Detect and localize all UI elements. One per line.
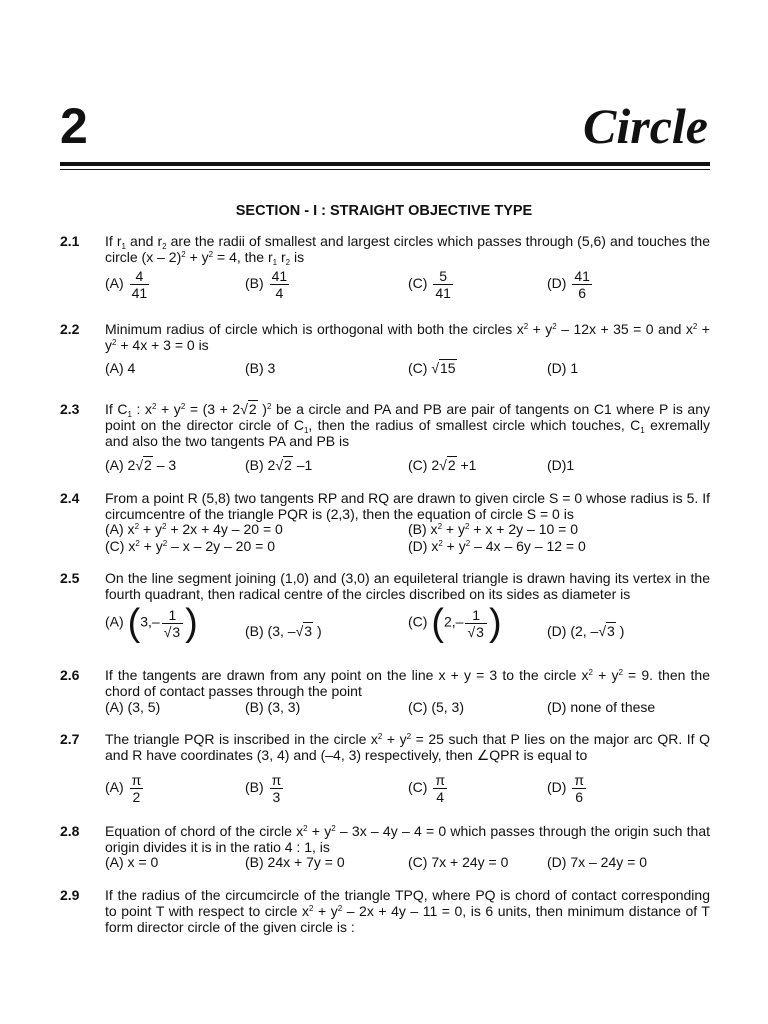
question-number-2-4: 2.4 — [60, 490, 80, 506]
option-2-6-c: (C) (5, 3) — [408, 699, 464, 715]
option-2-8-d: (D) 7x – 24y = 0 — [547, 854, 647, 870]
option-2-4-a: (A) $x^2 + y^2 + 2x + 4y - 20 = 0$ — [105, 521, 283, 537]
option-2-4-c: (C) $x^2 + y^2 - x - 2y - 20 = 0$ — [105, 538, 275, 554]
question-text-2-4: From a point R (5,8) two tangents RP and RQ are drawn to given circle S = 0 whose radius is 5. If circumcentre of the triangle PQR is (2,3), then the equation of circle S = 0 is — [105, 490, 710, 522]
question-number-2-3: 2.3 — [60, 401, 80, 417]
option-2-5-b: (B) (3, –√3 ) — [245, 623, 322, 639]
option-2-1-c: (C) $\frac{5}{41}$ — [408, 268, 451, 301]
option-2-1-d: (D) $\frac{41}{6}$ — [547, 268, 590, 301]
option-2-6-b: (B) (3, 3) — [245, 699, 301, 715]
option-2-6-d: (D) none of these — [547, 699, 656, 715]
question-text-2-9: If the radius of the circumcircle of the triangle TPQ, where PQ is chord of contact corresponding to point T with respect to circle $x^2 + y^2 - 2x + 4y - 11 = 0$, is 6 units, then minimum distance of T form director circle of the given circle is : — [105, 887, 710, 935]
option-2-3-a: (A) 2√2 – 3 — [105, 457, 177, 473]
question-text-2-8: Equation of chord of the circle $x^2 + y^2 - 3x - 4y - 4 = 0$ which passes through the origin such that origin divides it is in the ratio 4 : 1, is — [105, 823, 710, 855]
question-text-2-5: On the line segment joining (1,0) and (3,0) an equileteral triangle is drawn having its vertex in the fourth quadrant, then radical centre of the circles discribed on its sides as diameter is — [105, 570, 710, 602]
option-2-4-b: (B) $x^2 + y^2 + x + 2y - 10 = 0$ — [408, 521, 579, 537]
option-2-6-a: (A) (3, 5) — [105, 699, 161, 715]
option-2-8-c: (C) 7x + 24y = 0 — [408, 854, 509, 870]
option-2-7-c: (C) $\frac{\pi}{4}$ — [408, 772, 445, 805]
question-number-2-5: 2.5 — [60, 570, 80, 586]
option-2-2-c: (C) √15 — [408, 360, 456, 376]
option-2-3-d: (D)1 — [547, 457, 575, 473]
option-2-3-c: (C) 2√2 +1 — [408, 457, 477, 473]
option-2-7-b: (B) $\frac{\pi}{3}$ — [245, 772, 282, 805]
question-number-2-9: 2.9 — [60, 887, 80, 903]
question-number-2-2: 2.2 — [60, 321, 80, 337]
question-number-2-7: 2.7 — [60, 731, 80, 747]
option-2-5-c: (C) (2,– $\frac{1}{√3}$ ) — [408, 602, 502, 644]
option-2-8-a: (A) x = 0 — [105, 854, 159, 870]
option-2-2-a: (A) 4 — [105, 360, 136, 376]
question-text-2-7: The triangle PQR is inscribed in the circle $x^2 + y^2 = 25$ such that P lies on the major arc QR. If Q and R have coordinates (3, 4) and (–4, 3) respectively, then ∠QPR is equal to — [105, 731, 710, 763]
option-2-2-d: (D) 1 — [547, 360, 579, 376]
question-text-2-1: If $r_1$ and $r_2$ are the radii of smallest and largest circles which passes through (5,6) and touches the circle $(x - 2)^2 + y^2 = 4$, the $r_1$ $r_2$ is — [105, 233, 710, 267]
chapter-title: Circle — [583, 98, 708, 154]
chapter-number: 2 — [60, 98, 88, 154]
option-2-2-b: (B) 3 — [245, 360, 276, 376]
question-number-2-1: 2.1 — [60, 233, 80, 249]
option-2-4-d: (D) $x^2 + y^2 - 4x - 6y - 12 = 0$ — [408, 538, 586, 554]
question-text-2-2: Minimum radius of circle which is orthogonal with both the circles $x^2 + y^2 - 12x + 35 = 0$ and $x^2 + y^2 + 4x + 3 = 0$ is — [105, 321, 710, 353]
option-2-1-b: (B) $\frac{41}{4}$ — [245, 268, 288, 301]
option-2-7-a: (A) $\frac{\pi}{2}$ — [105, 772, 142, 805]
option-2-7-d: (D) $\frac{\pi}{6}$ — [547, 772, 584, 805]
header-rule-thick — [60, 162, 710, 166]
option-2-5-a: (A) (3,– $\frac{1}{√3}$ ) — [105, 602, 198, 644]
header-rule-thin — [60, 169, 710, 170]
question-text-2-3: If $C_1$ : $x^2 + y^2 = (3 + 2√2$ )$^2$ be a circle and PA and PB are pair of tangents on C1 where P is any point on the director circle of $C_1$, then the radius of smallest circle which touches, $C_1$ exremally and also the two tangents PA and PB is — [105, 401, 710, 449]
question-number-2-6: 2.6 — [60, 667, 80, 683]
option-2-8-b: (B) 24x + 7y = 0 — [245, 854, 345, 870]
option-2-3-b: (B) 2√2 –1 — [245, 457, 313, 473]
option-2-1-a: (A) $\frac{4}{41}$ — [105, 268, 148, 301]
section-heading: SECTION - I : STRAIGHT OBJECTIVE TYPE — [235, 203, 533, 219]
option-2-5-d: (D) (2, –√3 ) — [547, 623, 625, 639]
question-text-2-6: If the tangents are drawn from any point on the line x + y = 3 to the circle $x^2 + y^2 = 9$. then the chord of contact passes through the point — [105, 667, 710, 699]
question-number-2-8: 2.8 — [60, 823, 80, 839]
